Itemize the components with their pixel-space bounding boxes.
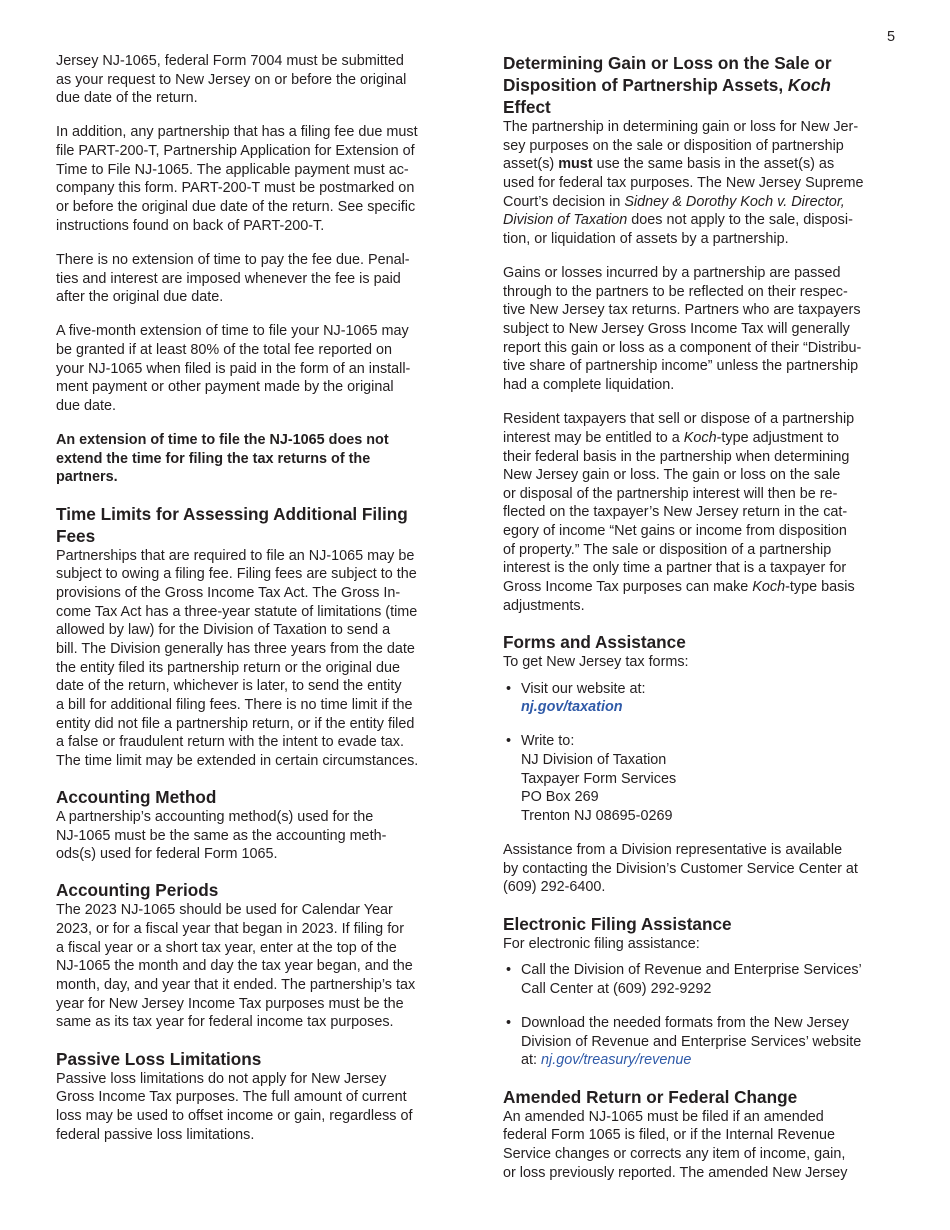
text-line	[503, 211, 903, 230]
text-line	[56, 217, 456, 236]
paragraph	[56, 1070, 456, 1145]
text-line	[503, 1126, 903, 1145]
text-span: subject to New Jersey Gross Income Tax will generally	[503, 321, 850, 338]
text-line	[503, 137, 903, 156]
text-line	[503, 631, 903, 653]
paragraph	[56, 322, 456, 415]
text-line	[56, 1048, 456, 1070]
text-span: or loss previously reported. The amended New Jersey	[503, 1164, 848, 1181]
text-span: interest is the only time a partner that is a taxpayer for	[503, 560, 847, 577]
text-span: interest may be entitled to a	[503, 429, 684, 446]
text-line	[56, 879, 456, 901]
text-line	[503, 410, 903, 429]
text-span: tive New Jersey tax returns. Partners who are taxpayers	[503, 302, 861, 319]
text-span: Disposition of Partnership Assets,	[503, 75, 788, 95]
text-span: Accounting Method	[56, 787, 217, 807]
text-line	[503, 429, 903, 448]
text-span: asset(s)	[503, 156, 559, 173]
text-line	[56, 198, 456, 217]
text-line	[503, 339, 903, 358]
text-span: A five-month extension of time to file your NJ-1065 may	[56, 323, 409, 340]
paragraph	[503, 1108, 903, 1183]
text-span: same as its tax year for federal income tax purposes.	[56, 1014, 394, 1031]
text-line	[503, 320, 903, 339]
text-line	[56, 270, 456, 289]
bullet-icon: •	[506, 1015, 512, 1032]
text-line	[521, 1014, 903, 1033]
text-line	[56, 901, 456, 920]
text-span: file PART-200-T, Partnership Application for Extension of	[56, 143, 415, 160]
text-line	[56, 621, 456, 640]
paragraph	[503, 410, 903, 615]
text-span: be granted if at least 80% of the total fee reported on	[56, 342, 393, 359]
text-span: Time to File NJ-1065. The applicable payment must ac-	[56, 161, 409, 178]
text-line	[56, 360, 456, 379]
text-line	[521, 807, 903, 826]
section-heading	[56, 879, 456, 901]
text-span: of property.” The sale or disposition of a partnership	[503, 541, 832, 558]
paragraph	[56, 431, 456, 487]
text-span: The 2023 NJ-1065 should be used for Calendar Year	[56, 902, 393, 919]
text-span: New Jersey gain or loss. The gain or loss on the sale	[503, 467, 841, 484]
text-line	[56, 378, 456, 397]
right-column	[503, 52, 903, 1198]
paragraph	[56, 808, 456, 864]
text-span: Gross Income Tax purposes can make	[503, 579, 753, 596]
text-span: Accounting Periods	[56, 880, 219, 901]
text-line	[503, 522, 903, 541]
paragraph	[56, 123, 456, 235]
text-span: allowed by law) for the Division of Taxation to send a	[56, 622, 391, 639]
text-span: a bill for additional filing fees. There is no time limit if the	[56, 696, 413, 713]
text-line	[503, 96, 903, 118]
text-line	[56, 161, 456, 180]
text-span: Assistance from a Division representative is available	[503, 842, 843, 859]
bullet-icon: •	[506, 962, 512, 979]
text-span: Forms and Assistance	[503, 631, 686, 652]
text-line	[56, 1107, 456, 1126]
text-span: Fees	[56, 525, 96, 546]
text-line	[503, 74, 903, 96]
text-line	[56, 565, 456, 584]
text-line	[56, 322, 456, 341]
text-span: 2023, or for a fiscal year that began in 2023. If filing for	[56, 921, 404, 938]
text-span: -type basis	[785, 579, 855, 596]
paragraph	[56, 251, 456, 307]
text-line	[56, 584, 456, 603]
text-line	[503, 230, 903, 249]
text-span: Sidney & Dorothy Koch v. Director,	[624, 193, 845, 210]
text-line	[56, 786, 456, 808]
text-line	[503, 578, 903, 597]
text-line	[521, 732, 903, 751]
text-span: partners.	[56, 469, 118, 486]
paragraph	[503, 935, 903, 954]
text-span: loss may be used to offset income or gain, regardless of	[56, 1107, 413, 1124]
text-line	[503, 485, 903, 504]
text-span: An amended NJ-1065 must be filed if an amended	[503, 1108, 824, 1125]
paragraph	[503, 841, 903, 897]
text-line	[56, 715, 456, 734]
text-span: Call the Division of Revenue and Enterprise Services’	[521, 962, 862, 979]
text-span: Division of Revenue and Enterprise Services’ website	[521, 1033, 862, 1050]
text-span: through to the partners to be reflected on their respec-	[503, 283, 848, 300]
text-line	[56, 547, 456, 566]
bullet-icon: •	[506, 733, 512, 750]
text-line	[521, 788, 903, 807]
text-span: subject to owing a filing fee. Filing fees are subject to the	[56, 566, 417, 583]
text-span: For electronic filing assistance:	[503, 935, 700, 952]
text-span: egory of income “Net gains or income from disposition	[503, 523, 847, 540]
text-line	[56, 603, 456, 622]
text-line	[56, 450, 456, 469]
section-heading	[56, 503, 456, 547]
text-line	[56, 920, 456, 939]
text-span: Court’s decision in	[503, 193, 625, 210]
text-span: Resident taxpayers that sell or dispose of a partnership	[503, 411, 855, 428]
text-span: -type adjustment to	[716, 429, 839, 446]
text-line	[56, 525, 456, 547]
left-column	[56, 52, 456, 1160]
section-heading	[56, 1048, 456, 1070]
text-span: Electronic Filing Assistance	[503, 913, 732, 934]
text-line	[503, 1108, 903, 1127]
text-span: flected on the taxpayer’s New Jersey return in the cat-	[503, 504, 848, 521]
text-span: NJ-1065 must be the same as the accounting meth-	[56, 827, 387, 844]
text-span: Koch	[787, 75, 831, 95]
text-line	[56, 939, 456, 958]
text-line	[521, 961, 903, 980]
text-span: a false or fraudulent return with the intent to evade tax.	[56, 734, 404, 751]
text-line	[56, 845, 456, 864]
text-span: ods(s) used for federal Form 1065.	[56, 846, 278, 863]
text-line	[503, 541, 903, 560]
text-span: use the same basis in the asset(s) as	[592, 156, 835, 173]
text-span: Division of Taxation	[503, 212, 628, 229]
paragraph	[503, 264, 903, 395]
text-span: Effect	[503, 97, 551, 117]
text-span: In addition, any partnership that has a filing fee due must	[56, 124, 418, 141]
text-line	[56, 1088, 456, 1107]
text-span: come Tax Act has a three-year statute of limitations (time	[56, 603, 418, 620]
text-span: Gross Income Tax purposes. The full amount of current	[56, 1089, 407, 1106]
paragraph	[503, 118, 903, 249]
text-span: your NJ-1065 when filed is paid in the form of an install-	[56, 360, 411, 377]
text-span: provisions of the Gross Income Tax Act. The Gross In-	[56, 584, 401, 601]
text-span: after the original due date.	[56, 289, 224, 306]
text-line	[56, 1013, 456, 1032]
website-link[interactable]: nj.gov/treasury/revenue	[541, 1052, 692, 1069]
text-line	[503, 935, 903, 954]
text-span: NJ Division of Taxation	[521, 752, 667, 769]
text-line	[503, 118, 903, 137]
section-heading	[503, 913, 903, 935]
section-heading	[503, 1086, 903, 1108]
text-line	[56, 431, 456, 450]
paragraph	[56, 52, 456, 108]
website-link[interactable]: nj.gov/taxation	[521, 699, 623, 716]
text-line	[503, 357, 903, 376]
text-line	[56, 503, 456, 525]
text-span: or before the original due date of the return. See specific	[56, 199, 416, 216]
text-line	[56, 808, 456, 827]
text-span: as your request to New Jersey on or before the original	[56, 71, 407, 88]
text-line	[56, 341, 456, 360]
text-line	[503, 264, 903, 283]
text-line	[503, 597, 903, 616]
text-line	[56, 1126, 456, 1145]
text-line	[503, 913, 903, 935]
text-line	[503, 1086, 903, 1108]
text-line	[503, 301, 903, 320]
text-line	[521, 770, 903, 789]
text-span: their federal basis in the partnership when determining	[503, 448, 850, 465]
text-line	[56, 179, 456, 198]
text-line	[503, 1164, 903, 1183]
text-span: adjustments.	[503, 597, 585, 614]
text-span: Download the needed formats from the New Jersey	[521, 1015, 849, 1032]
bullet-icon: •	[506, 680, 512, 697]
text-span: Call Center at (609) 292-9292	[521, 980, 712, 997]
text-line	[56, 52, 456, 71]
text-span: Write to:	[521, 733, 575, 750]
text-span: Koch	[683, 429, 717, 446]
text-span: had a complete liquidation.	[503, 377, 675, 394]
section-heading	[56, 786, 456, 808]
text-span: Gains or losses incurred by a partnership are passed	[503, 265, 841, 282]
text-line	[503, 155, 903, 174]
text-line	[503, 52, 903, 74]
text-span: An extension of time to file the NJ-1065 does not	[56, 432, 389, 449]
text-span: bill. The Division generally has three years from the date	[56, 640, 415, 657]
bullet-item	[503, 680, 903, 717]
text-line	[56, 142, 456, 161]
text-span: tive share of partnership income” unless the partnership	[503, 358, 859, 375]
text-line	[56, 752, 456, 771]
text-span: PO Box 269	[521, 789, 599, 806]
paragraph	[503, 653, 903, 672]
text-line	[56, 957, 456, 976]
text-line	[503, 1145, 903, 1164]
text-line	[503, 503, 903, 522]
text-span: Passive Loss Limitations	[56, 1048, 262, 1069]
text-line	[503, 174, 903, 193]
text-span: Partnerships that are required to file an NJ-1065 may be	[56, 547, 415, 564]
text-span: date of the return, whichever is later, to send the entity	[56, 678, 402, 695]
text-line	[56, 1070, 456, 1089]
text-span: ment payment or other payment made by the original	[56, 379, 394, 396]
text-line	[56, 640, 456, 659]
text-line	[56, 677, 456, 696]
text-line	[56, 659, 456, 678]
text-span: Visit our website at:	[521, 680, 646, 697]
text-span: ties and interest are imposed whenever the fee is paid	[56, 270, 401, 287]
page-number: 5	[887, 29, 896, 45]
text-span: company this form. PART-200-T must be postmarked on	[56, 180, 415, 197]
bullet-item	[503, 732, 903, 825]
text-span: extend the time for filing the tax returns of the	[56, 450, 371, 467]
text-line	[56, 123, 456, 142]
text-span: The partnership in determining gain or loss for New Jer-	[503, 119, 859, 135]
text-span: Determining Gain or Loss on the Sale or	[503, 53, 832, 73]
text-line	[503, 193, 903, 212]
text-span: Passive loss limitations do not apply for New Jersey	[56, 1070, 387, 1087]
text-line	[56, 827, 456, 846]
text-line	[503, 376, 903, 395]
text-line	[521, 1033, 903, 1052]
text-line	[56, 976, 456, 995]
paragraph	[56, 547, 456, 771]
text-span: federal passive loss limitations.	[56, 1126, 255, 1143]
text-span: does not apply to the sale, disposi-	[627, 212, 853, 229]
section-heading	[503, 52, 903, 118]
text-span: federal Form 1065 is filed, or if the Internal Revenue	[503, 1127, 835, 1144]
text-span: A partnership’s accounting method(s) used for the	[56, 809, 374, 825]
text-span: instructions found on back of PART-200-T.	[56, 217, 325, 234]
text-line	[521, 698, 903, 717]
text-span: by contacting the Division’s Customer Service Center at	[503, 860, 858, 877]
text-line	[56, 288, 456, 307]
text-span: or disposal of the partnership interest will then be re-	[503, 485, 838, 502]
text-span: year for New Jersey Income Tax purposes must be the	[56, 995, 404, 1012]
text-span: Service changes or corrects any item of income, gain,	[503, 1145, 846, 1162]
text-line	[503, 841, 903, 860]
text-span: To get New Jersey tax forms:	[503, 653, 689, 670]
text-line	[503, 559, 903, 578]
text-span: due date.	[56, 398, 117, 414]
text-span: There is no extension of time to pay the fee due. Penal-	[56, 251, 410, 268]
text-span: a fiscal year or a short tax year, enter at the top of the	[56, 939, 397, 956]
text-line	[521, 680, 903, 699]
text-line	[56, 696, 456, 715]
text-line	[503, 466, 903, 485]
text-span: Koch	[752, 579, 786, 596]
text-span: Jersey NJ-1065, federal Form 7004 must be submitted	[56, 53, 404, 69]
text-line	[503, 860, 903, 879]
text-span: used for federal tax purposes. The New Jersey Supreme	[503, 174, 864, 191]
text-span: entity did not file a partnership return, or if the entity filed	[56, 715, 415, 732]
text-span: The time limit may be extended in certain circumstances.	[56, 752, 419, 769]
text-line	[503, 653, 903, 672]
text-line	[521, 980, 903, 999]
text-span: Time Limits for Assessing Additional Filing	[56, 503, 408, 524]
text-line	[56, 89, 456, 108]
text-line	[56, 71, 456, 90]
text-span: sey purposes on the sale or disposition of partnership	[503, 137, 844, 154]
text-span: NJ-1065 the month and day the tax year began, and the	[56, 958, 413, 975]
text-span: Taxpayer Form Services	[521, 770, 677, 787]
text-line	[503, 283, 903, 302]
bullet-item	[503, 961, 903, 998]
paragraph	[56, 901, 456, 1032]
text-line	[56, 397, 456, 416]
text-line	[56, 251, 456, 270]
text-line	[56, 995, 456, 1014]
text-line	[521, 751, 903, 770]
text-line	[56, 733, 456, 752]
text-line	[521, 1051, 903, 1070]
text-line	[503, 448, 903, 467]
text-line	[503, 878, 903, 897]
text-line	[56, 468, 456, 487]
text-span: must	[558, 156, 593, 173]
text-span: the entity filed its partnership return or the original due	[56, 659, 400, 676]
text-span: month, day, and year that it ended. The partnership’s tax	[56, 977, 416, 994]
text-span: Amended Return or Federal Change	[503, 1086, 798, 1107]
text-span: report this gain or loss as a component of their “Distribu-	[503, 339, 862, 356]
bullet-item	[503, 1014, 903, 1070]
text-span: due date of the return.	[56, 90, 198, 107]
text-span: tion, or liquidation of assets by a partnership.	[503, 230, 789, 247]
section-heading	[503, 631, 903, 653]
text-span: at:	[521, 1052, 541, 1069]
text-span: Trenton NJ 08695-0269	[521, 808, 673, 824]
text-span: (609) 292-6400.	[503, 879, 606, 896]
